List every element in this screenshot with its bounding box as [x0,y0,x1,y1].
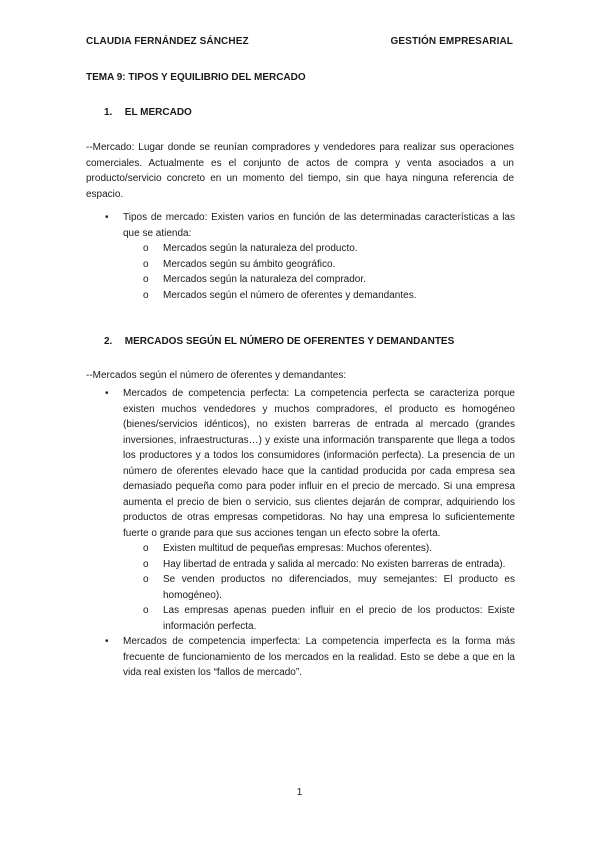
list-item [105,386,515,634]
bullet-marker: • [105,212,109,223]
bullet-marker: • [105,636,109,647]
sub-list-item: o Mercados según la naturaleza del comprador. [123,272,515,288]
page-number: 1 [296,787,303,798]
section-2-heading [104,336,454,347]
list-item [105,210,515,303]
section-1-title: EL MERCADO [124,107,192,118]
section-2-paragraph: --Mercados según el número de oferentes y demandantes: [86,370,347,381]
sub-marker: o [143,558,149,570]
section-2-number: 2. [104,336,113,347]
list-item [105,634,515,681]
bullet-text: Mercados de competencia imperfecta: La competencia imperfecta es la forma más frecuente de funcionamiento de los mercados en la realidad. Esto se debe a que en la vida real existen los “fallos de mercado”. [123,636,515,678]
sub-list [123,541,515,634]
section-2-title: MERCADOS SEGÚN EL NÚMERO DE OFERENTES Y DEMANDANTES [124,336,455,347]
sub-list-item: o Mercados según su ámbito geográfico. [123,257,515,273]
section-2-bullet-list [105,386,515,681]
sub-list-item: o Mercados según la naturaleza del producto. [123,241,515,257]
bullet-text: Tipos de mercado: Existen varios en función de las determinadas características a las que se atienda: [123,212,515,239]
section-1-heading [104,107,192,118]
sub-list-item: o Las empresas apenas pueden influir en el precio de los productos: Existe información perfecta. [143,605,515,632]
sub-marker: o [143,605,149,616]
sub-marker: o [143,274,149,285]
sub-marker: o [143,574,149,585]
sub-list [123,241,515,303]
sub-marker: o [143,258,149,270]
page-header [86,36,513,47]
document-title: TEMA 9: TIPOS Y EQUILIBRIO DEL MERCADO [86,72,306,83]
section-1-number: 1. [104,107,113,118]
sub-list-item: o Se venden productos no diferenciados, muy semejantes: El producto es homogéneo). [143,574,515,601]
sub-marker: o [143,543,149,554]
section-1-paragraph: --Mercado: Lugar donde se reunían compradores y vendedores para realizar sus operaciones comerciales. Actualmente es el conjunto de actos de compra y venta asociados a un producto/servicio concreto en un momento del tiempo, sin que haya ninguna referencia de espacio. [86,142,514,200]
sub-marker: o [143,243,149,254]
bullet-marker: • [105,388,109,399]
header-author: CLAUDIA FERNÁNDEZ SÁNCHEZ [86,36,249,47]
header-subject: GESTIÓN EMPRESARIAL [390,36,513,47]
sub-list-item: o Mercados según el número de oferentes y demandantes. [123,288,515,304]
sub-marker: o [143,289,149,301]
sub-list-item: o Existen multitud de pequeñas empresas: Muchos oferentes). [123,541,515,557]
section-1-bullet-list [105,210,515,303]
sub-list-item: o Hay libertad de entrada y salida al mercado: No existen barreras de entrada). [123,557,515,573]
bullet-text: Mercados de competencia perfecta: La competencia perfecta se caracteriza porque existen muchos vendedores y muchos compradores, el producto es homogéneo (bienes/servicios idénticos), no existen barreras de entrada al mercado (grandes inversiones, infraestructuras…) y existe una información transparente que llega a todos los productores y a todos los consumidores (información perfecta). La presencia de un número de oferentes elevado hace que la cantidad producida por cada empresa sea demasiado pequeña como para poder influir en el precio de mercado. Si una empresa aumenta el precio de bien o servicio, sus clientes dejarán de comprar, adquiriendo los productos de otras empresas competidoras. No hay una empresa lo suficientemente fuerte o grande para que sus acciones tengan un efecto sobre la oferta. [123,388,515,539]
